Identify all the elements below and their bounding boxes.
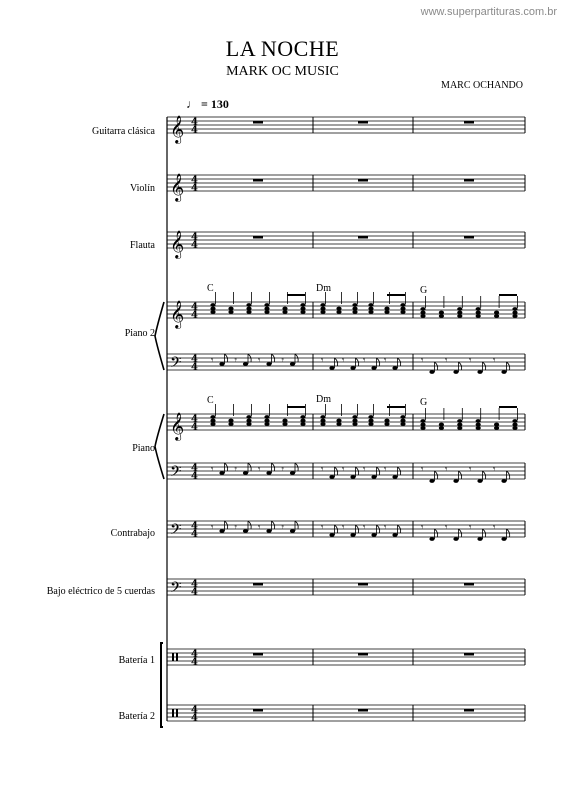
eighth-rest-icon: 𝄾 bbox=[384, 356, 387, 366]
whole-rest-icon bbox=[464, 121, 474, 124]
note-head bbox=[384, 310, 389, 314]
eighth-rest-icon: 𝄾 bbox=[421, 356, 424, 366]
chord-g-piano: G bbox=[420, 397, 428, 408]
note-head bbox=[352, 310, 357, 314]
whole-rest-icon bbox=[358, 653, 368, 656]
eighth-rest-icon: 𝄾 bbox=[493, 523, 496, 533]
note-head bbox=[300, 307, 305, 311]
note-head bbox=[246, 303, 251, 307]
note-head bbox=[228, 419, 233, 423]
label-bajo-electrico: Bajo eléctrico de 5 cuerdas bbox=[46, 586, 155, 597]
note-head bbox=[392, 475, 397, 479]
note-head bbox=[320, 422, 325, 426]
eighth-rest-icon: 𝄾 bbox=[234, 356, 237, 366]
time-signature-bottom: 4 bbox=[191, 310, 198, 321]
note-head bbox=[476, 307, 481, 311]
eighth-rest-icon: 𝄾 bbox=[384, 523, 387, 533]
eighth-rest-icon: 𝄾 bbox=[281, 356, 284, 366]
note-head bbox=[290, 471, 295, 475]
treble-clef-icon: 𝄞 bbox=[170, 412, 185, 440]
note-head bbox=[246, 419, 251, 423]
note-head bbox=[266, 529, 271, 533]
percussion-clef-icon bbox=[176, 653, 178, 661]
chord-dm-piano: Dm bbox=[316, 394, 331, 405]
time-signature-bottom: 4 bbox=[191, 587, 198, 598]
note-head bbox=[400, 422, 405, 426]
note-head bbox=[457, 423, 462, 427]
note-head bbox=[336, 419, 341, 423]
eighth-rest-icon: 𝄾 bbox=[493, 356, 496, 366]
note-head bbox=[439, 314, 444, 318]
note-head bbox=[476, 314, 481, 318]
label-piano2: Piano 2 bbox=[124, 328, 155, 339]
note-head bbox=[384, 419, 389, 423]
note-head bbox=[400, 307, 405, 311]
note-head bbox=[266, 362, 271, 366]
eighth-rest-icon: 𝄾 bbox=[321, 465, 324, 475]
note-head bbox=[368, 310, 373, 314]
note-head bbox=[282, 422, 287, 426]
note-head bbox=[512, 311, 517, 315]
composer: MARC OCHANDO bbox=[441, 80, 523, 91]
note-head bbox=[246, 310, 251, 314]
note-head bbox=[429, 479, 434, 483]
note-head bbox=[264, 419, 269, 423]
whole-rest-icon bbox=[464, 653, 474, 656]
note-head bbox=[228, 422, 233, 426]
note-head bbox=[457, 419, 462, 423]
note-head bbox=[400, 310, 405, 314]
tempo-marking: ♩ = 130 bbox=[186, 97, 229, 111]
percussion-clef-icon bbox=[172, 709, 174, 717]
note-head bbox=[392, 366, 397, 370]
note-head bbox=[264, 303, 269, 307]
note-head bbox=[210, 419, 215, 423]
note-head bbox=[228, 310, 233, 314]
chord-g-piano2: G bbox=[420, 285, 428, 296]
label-bateria2: Batería 2 bbox=[118, 711, 155, 722]
note-head bbox=[384, 307, 389, 311]
note-head bbox=[392, 533, 397, 537]
eighth-rest-icon: 𝄾 bbox=[281, 523, 284, 533]
eighth-rest-icon: 𝄾 bbox=[363, 465, 366, 475]
note-head bbox=[477, 479, 482, 483]
note-head bbox=[228, 307, 233, 311]
note-head bbox=[300, 303, 305, 307]
note-head bbox=[243, 529, 248, 533]
eighth-rest-icon: 𝄾 bbox=[258, 523, 261, 533]
note-head bbox=[352, 422, 357, 426]
time-signature-bottom: 4 bbox=[191, 125, 198, 136]
note-head bbox=[329, 475, 334, 479]
eighth-rest-icon: 𝄾 bbox=[211, 356, 214, 366]
whole-rest-icon bbox=[464, 179, 474, 182]
label-piano: Piano bbox=[132, 443, 155, 454]
note-head bbox=[453, 370, 458, 374]
whole-rest-icon bbox=[253, 236, 263, 239]
eighth-rest-icon: 𝄾 bbox=[342, 356, 345, 366]
eighth-rest-icon: 𝄾 bbox=[321, 523, 324, 533]
note-head bbox=[219, 362, 224, 366]
note-head bbox=[476, 423, 481, 427]
note-head bbox=[400, 419, 405, 423]
note-head bbox=[420, 314, 425, 318]
note-head bbox=[439, 423, 444, 427]
note-head bbox=[300, 415, 305, 419]
time-signature-top: 4 bbox=[191, 521, 198, 532]
eighth-rest-icon: 𝄾 bbox=[469, 523, 472, 533]
note-head bbox=[371, 475, 376, 479]
chord-c-piano2: C bbox=[207, 283, 214, 294]
time-signature-top: 4 bbox=[191, 705, 198, 716]
whole-rest-icon bbox=[464, 236, 474, 239]
score-title: LA NOCHE bbox=[225, 36, 340, 61]
time-signature-top: 4 bbox=[191, 414, 198, 425]
note-head bbox=[476, 426, 481, 430]
time-signature-top: 4 bbox=[191, 117, 198, 128]
note-head bbox=[457, 311, 462, 315]
note-head bbox=[457, 314, 462, 318]
eighth-rest-icon: 𝄾 bbox=[363, 523, 366, 533]
eighth-rest-icon: 𝄾 bbox=[445, 356, 448, 366]
bass-clef-icon: 𝄢 bbox=[170, 354, 182, 375]
treble-clef-icon: 𝄞 bbox=[170, 300, 185, 328]
note-head bbox=[246, 415, 251, 419]
note-head bbox=[320, 307, 325, 311]
time-signature-top: 4 bbox=[191, 232, 198, 243]
note-head bbox=[264, 415, 269, 419]
bass-clef-icon: 𝄢 bbox=[170, 463, 182, 484]
eighth-rest-icon: 𝄾 bbox=[493, 465, 496, 475]
whole-rest-icon bbox=[253, 709, 263, 712]
note-head bbox=[320, 303, 325, 307]
note-head bbox=[384, 422, 389, 426]
note-head bbox=[282, 310, 287, 314]
time-signature-top: 4 bbox=[191, 175, 198, 186]
note-head bbox=[336, 310, 341, 314]
note-head bbox=[210, 307, 215, 311]
note-head bbox=[501, 537, 506, 541]
eighth-rest-icon: 𝄾 bbox=[421, 523, 424, 533]
time-signature-top: 4 bbox=[191, 302, 198, 313]
note-head bbox=[494, 426, 499, 430]
eighth-rest-icon: 𝄾 bbox=[445, 523, 448, 533]
note-head bbox=[477, 537, 482, 541]
treble-clef-icon: 𝄞 bbox=[170, 230, 185, 258]
note-head bbox=[246, 422, 251, 426]
watermark: www.superpartituras.com.br bbox=[420, 6, 557, 18]
note-head bbox=[300, 310, 305, 314]
eighth-rest-icon: 𝄾 bbox=[234, 465, 237, 475]
treble-clef-icon: 𝄞 bbox=[170, 115, 185, 143]
note-head bbox=[368, 307, 373, 311]
note-head bbox=[512, 426, 517, 430]
time-signature-bottom: 4 bbox=[191, 422, 198, 433]
treble-clef-icon: 𝄞 bbox=[170, 173, 185, 201]
note-head bbox=[368, 422, 373, 426]
note-head bbox=[352, 415, 357, 419]
note-head bbox=[329, 366, 334, 370]
eighth-rest-icon: 𝄾 bbox=[384, 465, 387, 475]
note-head bbox=[210, 303, 215, 307]
eighth-rest-icon: 𝄾 bbox=[363, 356, 366, 366]
whole-rest-icon bbox=[358, 583, 368, 586]
time-signature-top: 4 bbox=[191, 579, 198, 590]
note-head bbox=[494, 423, 499, 427]
note-head bbox=[371, 366, 376, 370]
note-head bbox=[400, 415, 405, 419]
grand-staff-brace-icon bbox=[155, 414, 164, 479]
eighth-rest-icon: 𝄾 bbox=[342, 523, 345, 533]
time-signature-top: 4 bbox=[191, 649, 198, 660]
note-head bbox=[320, 415, 325, 419]
note-head bbox=[219, 529, 224, 533]
note-head bbox=[352, 419, 357, 423]
note-head bbox=[210, 415, 215, 419]
note-head bbox=[246, 307, 251, 311]
note-head bbox=[282, 307, 287, 311]
time-signature-top: 4 bbox=[191, 463, 198, 474]
note-head bbox=[439, 426, 444, 430]
eighth-rest-icon: 𝄾 bbox=[321, 356, 324, 366]
note-head bbox=[300, 422, 305, 426]
time-signature-bottom: 4 bbox=[191, 657, 198, 668]
label-bateria1: Batería 1 bbox=[118, 655, 155, 666]
note-head bbox=[400, 303, 405, 307]
note-head bbox=[320, 419, 325, 423]
note-head bbox=[290, 529, 295, 533]
note-head bbox=[350, 533, 355, 537]
note-head bbox=[350, 366, 355, 370]
eighth-rest-icon: 𝄾 bbox=[234, 523, 237, 533]
note-head bbox=[336, 422, 341, 426]
note-head bbox=[243, 362, 248, 366]
note-head bbox=[352, 307, 357, 311]
note-head bbox=[350, 475, 355, 479]
note-head bbox=[266, 471, 271, 475]
whole-rest-icon bbox=[358, 709, 368, 712]
chord-dm-piano2: Dm bbox=[316, 283, 331, 294]
time-signature-bottom: 4 bbox=[191, 240, 198, 251]
time-signature-bottom: 4 bbox=[191, 471, 198, 482]
note-head bbox=[453, 479, 458, 483]
bass-clef-icon: 𝄢 bbox=[170, 579, 182, 600]
label-contrabajo: Contrabajo bbox=[110, 528, 155, 539]
eighth-rest-icon: 𝄾 bbox=[342, 465, 345, 475]
note-head bbox=[501, 479, 506, 483]
eighth-rest-icon: 𝄾 bbox=[421, 465, 424, 475]
note-head bbox=[368, 419, 373, 423]
note-head bbox=[300, 419, 305, 423]
time-signature-bottom: 4 bbox=[191, 713, 198, 724]
note-head bbox=[336, 307, 341, 311]
time-signature-bottom: 4 bbox=[191, 529, 198, 540]
percussion-clef-icon bbox=[176, 709, 178, 717]
whole-rest-icon bbox=[358, 121, 368, 124]
time-signature-bottom: 4 bbox=[191, 362, 198, 373]
whole-rest-icon bbox=[253, 653, 263, 656]
note-head bbox=[290, 362, 295, 366]
note-head bbox=[501, 370, 506, 374]
note-head bbox=[329, 533, 334, 537]
eighth-rest-icon: 𝄾 bbox=[281, 465, 284, 475]
note-head bbox=[368, 303, 373, 307]
note-head bbox=[429, 370, 434, 374]
note-head bbox=[476, 311, 481, 315]
note-head bbox=[439, 311, 444, 315]
note-head bbox=[264, 422, 269, 426]
note-head bbox=[420, 307, 425, 311]
label-flauta: Flauta bbox=[130, 240, 155, 251]
note-head bbox=[368, 415, 373, 419]
note-head bbox=[243, 471, 248, 475]
eighth-rest-icon: 𝄾 bbox=[469, 465, 472, 475]
note-head bbox=[282, 419, 287, 423]
note-head bbox=[457, 307, 462, 311]
note-head bbox=[494, 314, 499, 318]
whole-rest-icon bbox=[253, 583, 263, 586]
time-signature-top: 4 bbox=[191, 354, 198, 365]
grand-staff-brace-icon bbox=[155, 302, 164, 370]
eighth-rest-icon: 𝄾 bbox=[211, 465, 214, 475]
whole-rest-icon bbox=[464, 583, 474, 586]
label-guitarra: Guitarra clásica bbox=[91, 126, 155, 137]
eighth-rest-icon: 𝄾 bbox=[469, 356, 472, 366]
percussion-clef-icon bbox=[172, 653, 174, 661]
eighth-rest-icon: 𝄾 bbox=[445, 465, 448, 475]
note-head bbox=[420, 419, 425, 423]
note-head bbox=[320, 310, 325, 314]
eighth-rest-icon: 𝄾 bbox=[211, 523, 214, 533]
whole-rest-icon bbox=[464, 709, 474, 712]
whole-rest-icon bbox=[358, 179, 368, 182]
note-head bbox=[512, 307, 517, 311]
eighth-rest-icon: 𝄾 bbox=[258, 356, 261, 366]
score-subtitle: MARK OC MUSIC bbox=[226, 64, 339, 79]
note-head bbox=[352, 303, 357, 307]
chord-c-piano: C bbox=[207, 395, 214, 406]
whole-rest-icon bbox=[253, 121, 263, 124]
eighth-rest-icon: 𝄾 bbox=[258, 465, 261, 475]
bass-clef-icon: 𝄢 bbox=[170, 521, 182, 542]
note-head bbox=[371, 533, 376, 537]
note-head bbox=[420, 426, 425, 430]
whole-rest-icon bbox=[253, 179, 263, 182]
note-head bbox=[476, 419, 481, 423]
note-head bbox=[512, 423, 517, 427]
whole-rest-icon bbox=[358, 236, 368, 239]
note-head bbox=[264, 310, 269, 314]
note-head bbox=[457, 426, 462, 430]
note-head bbox=[453, 537, 458, 541]
note-head bbox=[512, 419, 517, 423]
note-head bbox=[420, 423, 425, 427]
note-head bbox=[210, 422, 215, 426]
label-violin: Violín bbox=[130, 183, 155, 194]
note-head bbox=[219, 471, 224, 475]
note-head bbox=[210, 310, 215, 314]
time-signature-bottom: 4 bbox=[191, 183, 198, 194]
note-head bbox=[512, 314, 517, 318]
note-head bbox=[264, 307, 269, 311]
note-head bbox=[494, 311, 499, 315]
note-head bbox=[477, 370, 482, 374]
note-head bbox=[420, 311, 425, 315]
note-head bbox=[429, 537, 434, 541]
drum-bracket-icon bbox=[161, 643, 163, 727]
